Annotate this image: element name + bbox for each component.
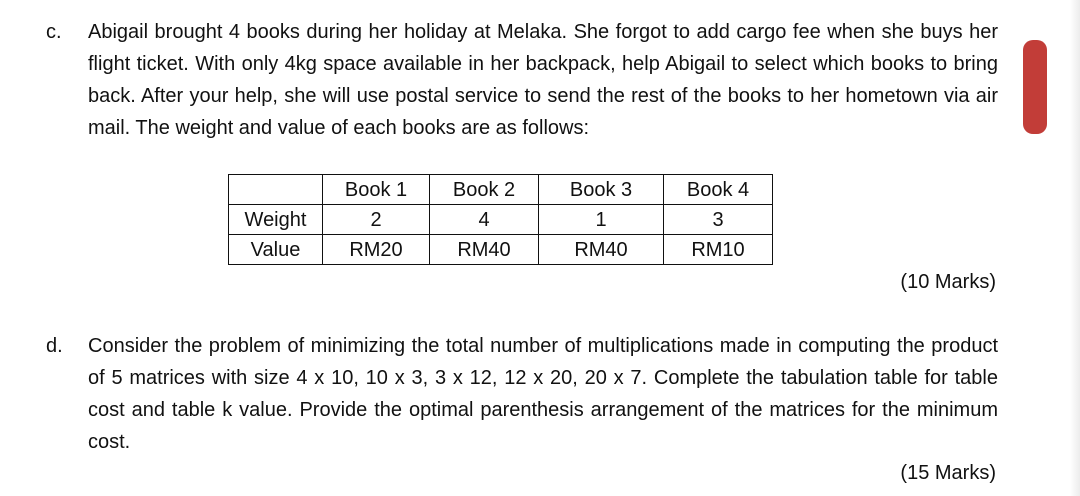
question-c-label: c.: [46, 21, 62, 43]
table-cell: 3: [664, 205, 773, 235]
table-cell: RM40: [430, 235, 539, 265]
table-header-cell: Book 4: [664, 175, 773, 205]
table-cell: 1: [539, 205, 664, 235]
page-edge-shadow: [1070, 0, 1080, 496]
side-tab-marker: [1023, 40, 1047, 134]
table-header-cell: [229, 175, 323, 205]
table-header-row: [229, 175, 773, 205]
table-header-cell: Book 2: [430, 175, 539, 205]
table-cell: 2: [323, 205, 430, 235]
table-cell: 4: [430, 205, 539, 235]
books-table: [228, 174, 773, 265]
table-cell: Weight: [229, 205, 323, 235]
table-cell: RM40: [539, 235, 664, 265]
question-c-marks: (10 Marks): [900, 271, 996, 293]
question-d-label: d.: [46, 335, 63, 357]
table-header-cell: Book 1: [323, 175, 430, 205]
question-c-text: Abigail brought 4 books during her holiday at Melaka. She forgot to add cargo fee when she buys her flight ticket. With only 4kg space available in her backpack, help Abigail to select which books to bring back. After your help, she will use postal service to send the rest of the books to her hometown via air mail. The weight and value of each books are as follows:: [88, 21, 998, 139]
table-row-value: [229, 235, 773, 265]
table-header-cell: Book 3: [539, 175, 664, 205]
table-cell: Value: [229, 235, 323, 265]
question-d-marks: (15 Marks): [900, 462, 996, 484]
table-cell: RM20: [323, 235, 430, 265]
question-d-text: Consider the problem of minimizing the total number of multiplications made in computing the product of 5 matrices with size 4 x 10, 10 x 3, 3 x 12, 12 x 20, 20 x 7. Complete the tabulation table for table cost and table k value. Provide the optimal parenthesis arrangement of the matrices for the minimum cost.: [88, 335, 998, 453]
table-row-weight: [229, 205, 773, 235]
table-cell: RM10: [664, 235, 773, 265]
